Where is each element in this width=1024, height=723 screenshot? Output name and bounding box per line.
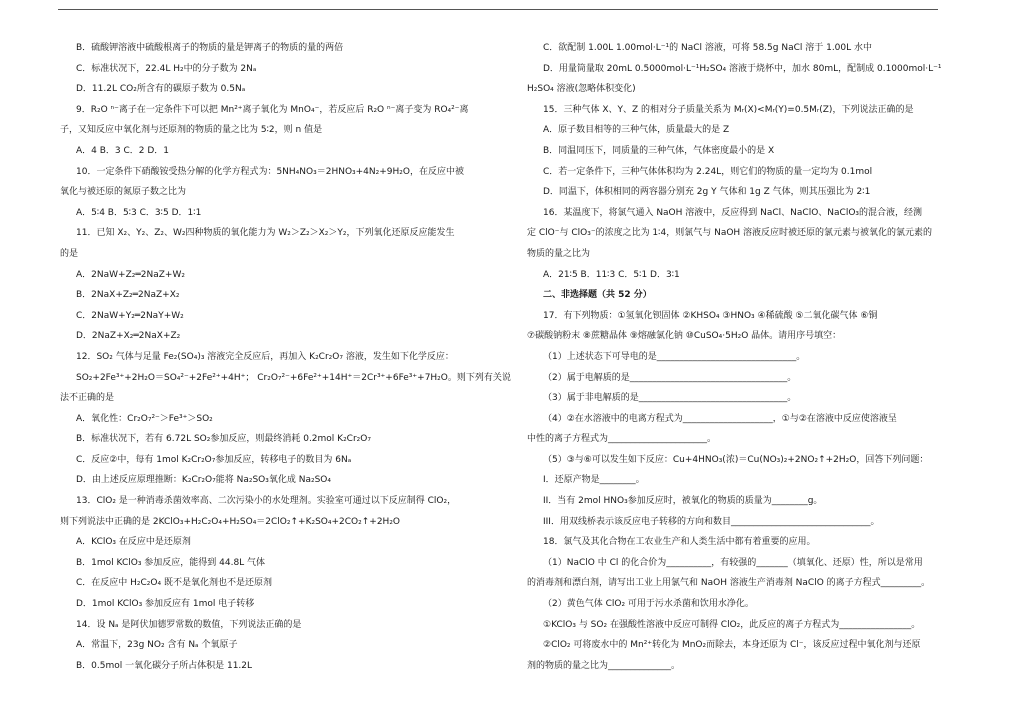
right-text-line: 二、非选择题（共 52 分） bbox=[543, 290, 652, 301]
left-text-line: D．由上述反应原理推断：K₂Cr₂O₇能将 Na₂SO₃氧化成 Na₂SO₄ bbox=[76, 475, 331, 486]
right-text-line: D．同温下，体积相同的两容器分别充 2g Y 气体和 1g Z 气体，则其压强比为 2∶1 bbox=[543, 187, 871, 198]
left-text-line: B．2NaX+Z₂═2NaZ+X₂ bbox=[76, 290, 180, 301]
right-text-line: H₂SO₄ 溶液(忽略体积变化) bbox=[527, 84, 636, 95]
right-text-line: （1）NaClO 中 Cl 的化合价为__________，有较强的_______（填氧化、还原）性，所以是常用 bbox=[543, 557, 923, 568]
left-text-line: 则下列说法中正确的是 2KClO₃+H₂C₂O₄+H₂SO₄＝2ClO₂↑+K₂SO₄+2CO₂↑+2H₂O bbox=[60, 516, 401, 527]
left-text-line: 14．设 Nₐ 是阿伏加德罗常数的数值，下列说法正确的是 bbox=[76, 619, 302, 630]
right-text-line: B．同温同压下，同质量的三种气体，气体密度最小的是 X bbox=[543, 145, 775, 156]
right-text-line: 中性的离子方程式为______________________。 bbox=[527, 434, 717, 445]
left-text-line: D．2NaZ+X₂═2NaX+Z₂ bbox=[76, 331, 181, 342]
right-text-line: （3）属于非电解质的是_________________________________。 bbox=[543, 393, 797, 404]
right-text-line: II．当有 2mol HNO₃参加反应时，被氧化的物质的质量为________g。 bbox=[543, 496, 823, 507]
right-text-line: D．用量筒量取 20mL 0.5000mol·L⁻¹H₂SO₄ 溶液于烧杯中，加水 80mL，配制成 0.1000mol·L⁻¹ bbox=[543, 63, 942, 74]
left-text-line: B．0.5mol 一氧化碳分子所占体积是 11.2L bbox=[76, 660, 253, 671]
right-text-line: 物质的量之比为 bbox=[527, 248, 591, 259]
right-text-line: 剂的物质的量之比为______________。 bbox=[527, 660, 681, 671]
left-text-line: 的是 bbox=[60, 248, 79, 259]
left-text-line: D．11.2L CO₂所含有的碳原子数为 0.5Nₐ bbox=[76, 84, 246, 95]
right-column bbox=[527, 38, 942, 676]
right-text-line: ②ClO₂ 可将废水中的 Mn²⁺转化为 MnO₂而除去，本身还原为 Cl⁻，该反应过程中氧化剂与还原 bbox=[543, 640, 921, 651]
left-text-line: B．硫酸钾溶液中硫酸根离子的物质的量是钾离子的物质的量的两倍 bbox=[76, 43, 344, 53]
left-text-line: SO₂+2Fe³⁺+2H₂O＝SO₄²⁻+2Fe²⁺+4H⁺； Cr₂O₇²⁻+6Fe²⁺+14H⁺＝2Cr³⁺+6Fe³⁺+7H₂O。则下列有关说 bbox=[76, 372, 511, 383]
left-text-line: 法不正确的是 bbox=[60, 393, 115, 404]
right-text-line: 15．三种气体 X、Y、Z 的相对分子质量关系为 Mᵣ(X)<Mᵣ(Y)=0.5Mᵣ(Z)，下列说法正确的是 bbox=[543, 104, 914, 115]
right-text-line: 定 ClO⁻与 ClO₃⁻的浓度之比为 1∶4，则氯气与 NaOH 溶液反应时被还原的氯元素与被氧化的氯元素的 bbox=[527, 228, 933, 239]
left-text-line: 11．已知 X₂、Y₂、Z₂、W₂四种物质的氧化能力为 W₂＞Z₂＞X₂＞Y₂，下列氧化还原反应能发生 bbox=[76, 228, 455, 239]
right-text-line: （4）②在水溶液中的电离方程式为____________________，①与②在溶液中反应使溶液呈 bbox=[543, 413, 897, 424]
right-text-line: （1）上述状态下可导电的是_______________________________。 bbox=[543, 351, 806, 362]
left-text-line: C．在反应中 H₂C₂O₄ 既不是氧化剂也不是还原剂 bbox=[76, 578, 272, 589]
left-text-line: A．KClO₃ 在反应中是还原剂 bbox=[76, 537, 191, 548]
right-text-line: ①KClO₃ 与 SO₂ 在强酸性溶液中反应可制得 ClO₂，此反应的离子方程式为________________。 bbox=[543, 619, 921, 630]
right-text-line: 的消毒剂和漂白剂，请写出工业上用氯气和 NaOH 溶液生产消毒剂 NaClO 的离子方程式_________。 bbox=[527, 578, 931, 589]
left-text-line: A．4 B．3 C．2 D．1 bbox=[76, 145, 170, 156]
left-text-line: C．标准状况下，22.4L H₂中的分子数为 2Nₐ bbox=[76, 63, 257, 74]
right-text-line: I．还原产物是________。 bbox=[543, 475, 645, 486]
right-text-line: A．原子数目相等的三种气体，质量最大的是 Z bbox=[543, 125, 730, 136]
left-text-line: C．反应②中，每有 1mol K₂Cr₂O₇参加反应，转移电子的数目为 6Nₐ bbox=[76, 454, 352, 465]
left-text-line: B．标准状况下，若有 6.72L SO₂参加反应，则最终消耗 0.2mol K₂Cr₂O₇ bbox=[76, 434, 371, 445]
left-text-line: 13．ClO₂ 是一种消毒杀菌效率高、二次污染小的水处理剂。实验室可通过以下反应制得 ClO₂， bbox=[76, 496, 457, 507]
right-text-line: C．欲配制 1.00L 1.00mol·L⁻¹的 NaCl 溶液，可将 58.5g NaCl 溶于 1.00L 水中 bbox=[543, 43, 873, 53]
right-text-line: ⑦碳酸钠粉末 ⑧蔗糖晶体 ⑨熔融氯化钠 ⑩CuSO₄·5H₂O 晶体。请用序号填空： bbox=[527, 331, 842, 342]
left-text-line: B．1mol KClO₃ 参加反应，能得到 44.8L 气体 bbox=[76, 557, 266, 568]
header-rule bbox=[58, 9, 938, 10]
right-text-line: 18．氯气及其化合物在工农业生产和人类生活中都有着重要的应用。 bbox=[543, 537, 816, 548]
left-text-line: 子，又知反应中氧化剂与还原剂的物质的量之比为 5∶2，则 n 值是 bbox=[60, 125, 323, 136]
right-text-line: （5）③与⑥可以发生如下反应：Cu+4HNO₃(浓)＝Cu(NO₃)₂+2NO₂↑+2H₂O，回答下列问题： bbox=[543, 454, 929, 465]
left-text-line: D．1mol KClO₃ 参加反应有 1mol 电子转移 bbox=[76, 599, 255, 610]
left-text-line: C．2NaW+Y₂═2NaY+W₂ bbox=[76, 310, 184, 321]
left-text-line: 9．R₂O ⁿ⁻离子在一定条件下可以把 Mn²⁺离子氧化为 MnO₄⁻，若反应后 R₂O ⁿ⁻离子变为 RO₄²⁻离 bbox=[76, 104, 469, 115]
right-text-line: （2）属于电解质的是___________________________________。 bbox=[543, 372, 797, 383]
left-text-line: 10．一定条件下硝酸铵受热分解的化学方程式为：5NH₄NO₃＝2HNO₃+4N₂+9H₂O，在反应中被 bbox=[76, 166, 464, 177]
right-text-line: C．若一定条件下，三种气体体积均为 2.24L，则它们的物质的量一定均为 0.1mol bbox=[543, 166, 873, 177]
left-column bbox=[60, 38, 511, 676]
right-text-line: III．用双线桥表示该反应电子转移的方向和数目_______________________________。 bbox=[543, 516, 880, 527]
left-text-line: 12．SO₂ 气体与足量 Fe₂(SO₄)₃ 溶液完全反应后，再加入 K₂Cr₂O₇ 溶液，发生如下化学反应： bbox=[76, 351, 454, 362]
left-text-line: A．2NaW+Z₂═2NaZ+W₂ bbox=[76, 269, 185, 280]
left-text-line: A．氧化性：Cr₂O₇²⁻＞Fe³⁺＞SO₂ bbox=[76, 413, 213, 424]
left-text-line: 氧化与被还原的氮原子数之比为 bbox=[60, 187, 187, 198]
right-text-line: （2）黄色气体 ClO₂ 可用于污水杀菌和饮用水净化。 bbox=[543, 599, 754, 610]
right-text-line: 16．某温度下，将氯气通入 NaOH 溶液中，反应得到 NaCl、NaClO、NaClO₃的混合液，经测 bbox=[543, 207, 923, 218]
left-text-line: A．5∶4 B．5∶3 C．3∶5 D．1∶1 bbox=[76, 207, 202, 218]
left-text-line: A．常温下，23g NO₂ 含有 Nₐ 个氧原子 bbox=[76, 640, 238, 651]
right-text-line: A．21∶5 B．11∶3 C．5∶1 D．3∶1 bbox=[543, 269, 680, 280]
right-text-line: 17．有下列物质：①氢氧化钡固体 ②KHSO₄ ③HNO₃ ④稀硫酸 ⑤二氧化碳气体 ⑥铜 bbox=[543, 310, 878, 321]
